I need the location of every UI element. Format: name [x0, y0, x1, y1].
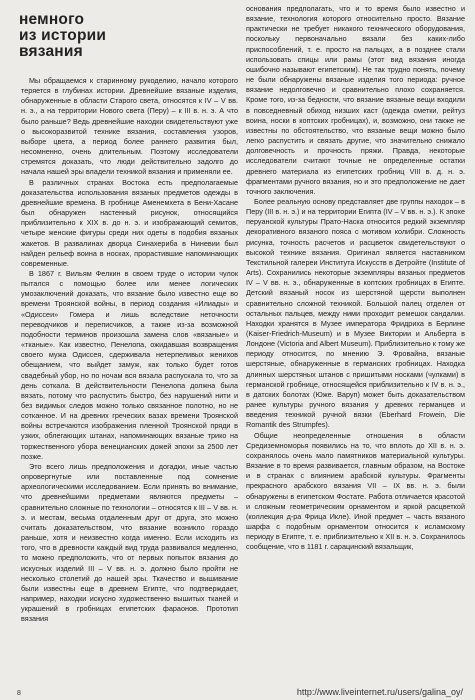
paragraph: В 1867 г. Вильям Фелкин в своем труде о истории чулок пытался с помощью более или менее логических умозаключений доказать, что вязание было известно еще во времени Троянской войны, в период создания «Илиады» и «Одиссеи» Гомера и лишь вследствие неточности переводчиков и переписчиков, а также из-за возможной подобности терминов произошла замена слов «вязаные» и «тканые». Как известно, Пенелопа, ожидавшая возвращения своего мужа Одиссея, сдерживала нетерпеливых женихов обещанием, что выйдет замуж, как только будет готов свадебный убор, но по ночам вся вязала распускала то, что за день соткала. В действительности Пенелопа должна была вязать, потому что распустить быстро, без нарушений нити и без видимых следов можно только связанное полотно, но не сотканное. И на древних греческих вазах времени Троянской войны встречаются изображения пленной Троянской пряди в узких, облегающих штанах, напоминающих вязаные трико на торжественного убора венецианских дожей эпохи за 2500 лет позже. — [21, 268, 238, 461]
left-text-column — [21, 76, 238, 692]
paragraph: Мы обращаемся к старинному рукоделию, начало которого теряется в глубинах истории. Древнейшие вязаные изделия, обнаруженные в области Старого света, относятся к IV – V вв. н. э., а на территории Нового света (Перу) – к III в. н. э. А что было раньше? Ведь древнейшие находки свидетельствуют уже о высокоразвитой технике вязания, составления узоров, выборе цвета, а период более раннего развития был, несомненно, очень длительным. Поэтому исследователи стремятся доказать, что люди действительно задолго до начала нашей эры владели техникой вязания и применяли ее. — [21, 76, 238, 177]
heading-line-2: из истории — [19, 27, 107, 44]
paragraph: Общие неопределенные отношения в области Средиземноморья появились на то, что вплоть до XII в. н. э. сохранялось очень мало памятников материальной культуры. Вязание в то время развивается, главным образом, на Востоке и в странах с влиянием арабской культуры. Фрагменты прекрасного арабского вязания VII – IX вв. н. э. были обнаружены в египетском Фостате. Работа отличается красотой и сложным геометрическим орнаментом и яркой расцветкой (коллекция д-ра Фрица Икле). Иной предмет – часть вязаного шарфа с подобным орнаментом относится к исламскому периоду в Египте, т. е. приблизительно к XII в. н. э. Сохранилось сообщение, что в 1181 г. сарацинский вязальщик, — [246, 430, 465, 552]
article-heading — [19, 12, 219, 60]
page-number: 8 — [17, 690, 21, 697]
paragraph: основания предполагать, что и то время было известно и вязание, технология которого относительно просто. Вязание практически не требует никакого технического оборудования, поскольку первоначально вязали без каких-либо приспособлений, т. е. просто на пальцах, а в позднее стали использовать спицы или рамы (этот вид вязания иногда ошибочно называют египетским). Не так трудно понять, почему не были обнаружены вязаные изделия того периода: ручное вязание недолговечно и сравнительно плохо сохраняется. Кроме того, из-за бедности, что вязание вязаные вещи входили в повседневный обиход низших каст (одежда сметки, рейтуз воина, носки в коптских гробницах), и, возможно, они также не известны по обстоятельство, что вязаные вещи можно было легко распустить и связать другие, что значительно снижало долговечность и прочность пряжи. Правда, некоторые исследователи считают точные не определенные остатки древнего материала из египетских гробниц VIII в. д. н. э. фрагментами ручного вязания, но и это предположение не дает точного заключения. — [246, 4, 465, 196]
heading-line-3: вязания — [19, 43, 83, 60]
watermark-url: http://www.liveinternet.ru/users/galina_oy/ — [296, 687, 463, 697]
right-text-column — [246, 4, 465, 674]
heading-line-1: немного — [19, 11, 85, 28]
paragraph: В различных странах Востока есть предполагаемые доказательства использования вязаных предметов одежды в древнейшие времена. В гробнице Аменемхета в Бени-Хасане был обнаружен настенный рисунок, относящийся приблизительно к XIX в. до н. э. и изображающий семитов, четыре женские фигуры среди них одеты в подобия вязаных жакетов. В развалинах дворца Синахериба в Ниневии был найден рельеф воина в носках, прорастившие напоминающих современные. — [21, 177, 238, 268]
paragraph: Это всего лишь предположения и догадки, иные частью опровергнутые или поставленные под сомнение археологическими исследованием. Если принять во внимание, что древнейшими предметами являются предметы – сравнительно сложные по технологии – относятся к III – V вв. н. э. и местам, весьма отдаленным друг от друга, это можно считать доказательством, что вязание возникло гораздо раньше, хотя и неизвестно когда именно. Если исходить из того, что в древности каждый вид труда развивался медленно, то можно предположить, что от первых попыток вязания до искусных изделий III – V вв. н. э. должно было пройти не несколько столетий до нашей эры. Ткачество и вышивание были известны еще в древнем Египте, что подтверждает, например, находки искусно художественно вышитых тканей и украшений в гробницах египетских фараонов. Прототип вязания — [21, 461, 238, 624]
paragraph: Более реальную основу представляет две группы находок – в Перу (III в. н. э.) и на территории Египта (IV – V вв. н. э.). К эпохе перуанской культуры Прато-Наска относится редкий экземпляр декоративного вязаного пояса с мотивом колибри. Сложность рисунка, точность расчетов и расцветок свидетельствуют о высокой технике вязания. Оригинал является наставником Текстильной галереи Института Искусств в Детройте (Institute of Arts). Сохранились некоторые экземпляры вязаных предметов IV – V вв. н. э., обнаруженные в коптских гробницах в Египте. Детский вязаный носок из шерстяной щерсти выполнен сравнительно сложной техникой. Большой палец отделен от остальных пальцев, между ними проходит ремешок сандалии. Находки хранятся в Музее императора Фридриха в Берлине (Kaiser-Friedrich-Museum) и в Музее Виктории и Альберта в Лондоне (Victoria and Albert Museum). Приблизительно к тому же периоду относится, по мнению Э. Фровайна, вязаные шерстяные, обнаруженные в германских гробницах. Находка длинных шерстяных штанов с пришитыми носками (чулками) в германской гробнице, относящейся приблизительно к IV в. н. э., в датских болотах (Юже. Варуп) может быть доказательством ранее культуры ручного вязания у древних германцев и введения техникой ручной вязки (Eberhard Frowein, Die Romantik des Strumpfes). — [246, 196, 465, 430]
